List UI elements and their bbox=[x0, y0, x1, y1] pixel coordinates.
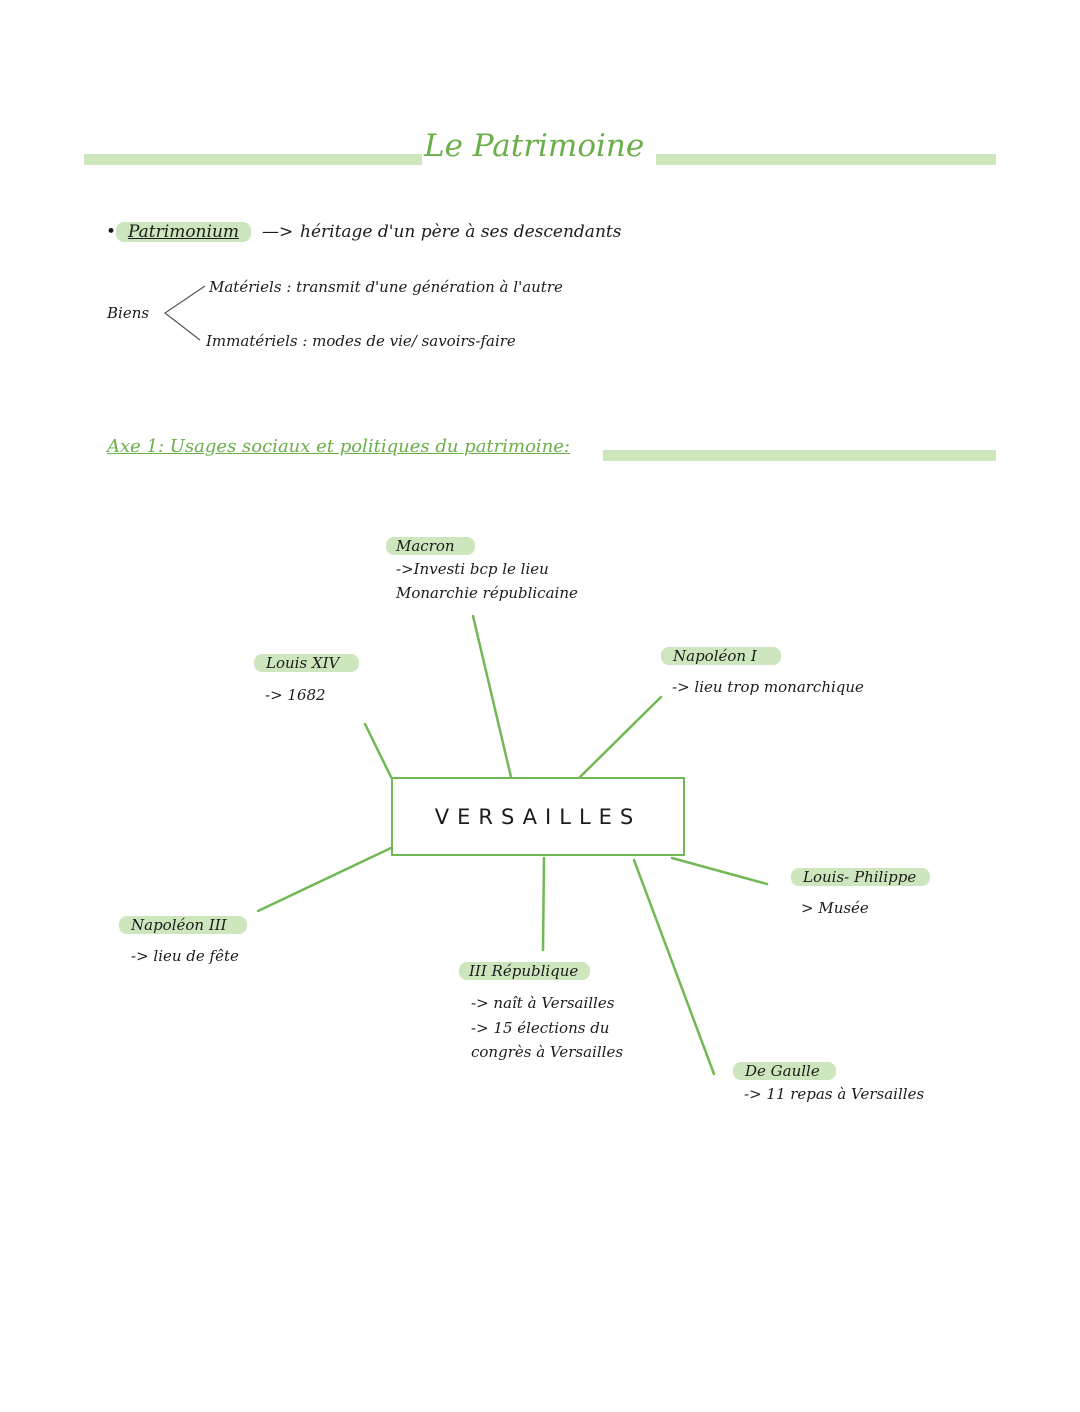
connector-napoleon-i bbox=[580, 697, 661, 777]
definition-arrow: —> bbox=[262, 222, 294, 242]
node-louis-xiv-name: Louis XIV bbox=[254, 654, 359, 672]
node-napoleon-iii-line-1: -> lieu de fête bbox=[131, 947, 239, 965]
biens-immateriels: Immatériels : modes de vie/ savoirs-faire bbox=[206, 332, 516, 350]
node-republique-name: III République bbox=[459, 962, 590, 980]
connector-macron bbox=[473, 616, 511, 777]
node-de-gaulle-line-1: -> 11 repas à Versailles bbox=[744, 1085, 925, 1103]
biens-brace bbox=[165, 286, 205, 340]
node-louis-xiv-line-1: -> 1682 bbox=[265, 686, 326, 704]
node-macron-name: Macron bbox=[386, 537, 475, 555]
biens-label: Biens bbox=[107, 304, 150, 322]
page-title: Le Patrimoine bbox=[424, 128, 645, 164]
node-napoleon-iii-name: Napoléon III bbox=[119, 916, 247, 934]
biens-materiels: Matériels : transmit d'une génération à l'autre bbox=[209, 278, 563, 296]
node-louis-philippe-name: Louis- Philippe bbox=[791, 868, 930, 886]
node-napoleon-i-name: Napoléon I bbox=[661, 647, 781, 665]
versailles-label: VERSAILLES bbox=[434, 804, 642, 829]
connector-louis-xiv bbox=[365, 724, 391, 777]
node-napoleon-i-line-1: -> lieu trop monarchique bbox=[672, 678, 864, 696]
node-macron-line-1: ->Investi bcp le lieu bbox=[396, 560, 549, 578]
node-republique-line-2: -> 15 élections du bbox=[471, 1019, 610, 1037]
node-macron-line-2: Monarchie républicaine bbox=[396, 584, 578, 602]
connector-de-gaulle bbox=[634, 860, 714, 1074]
node-republique-line-1: -> naît à Versailles bbox=[471, 994, 615, 1012]
node-republique-line-3: congrès à Versailles bbox=[471, 1043, 624, 1061]
definition-term: Patrimonium bbox=[116, 222, 251, 242]
node-louis-philippe-line-1: > Musée bbox=[801, 899, 869, 917]
definition-meaning: héritage d'un père à ses descendants bbox=[300, 222, 622, 242]
versailles-center bbox=[391, 777, 685, 856]
axe-title: Axe 1: Usages sociaux et politiques du patrimoine: bbox=[107, 436, 570, 457]
connector-republique bbox=[543, 858, 544, 950]
connector-napoleon-iii bbox=[258, 848, 391, 911]
node-de-gaulle-name: De Gaulle bbox=[733, 1062, 836, 1080]
bullet: • bbox=[106, 222, 117, 242]
connector-louis-philippe bbox=[672, 858, 767, 884]
